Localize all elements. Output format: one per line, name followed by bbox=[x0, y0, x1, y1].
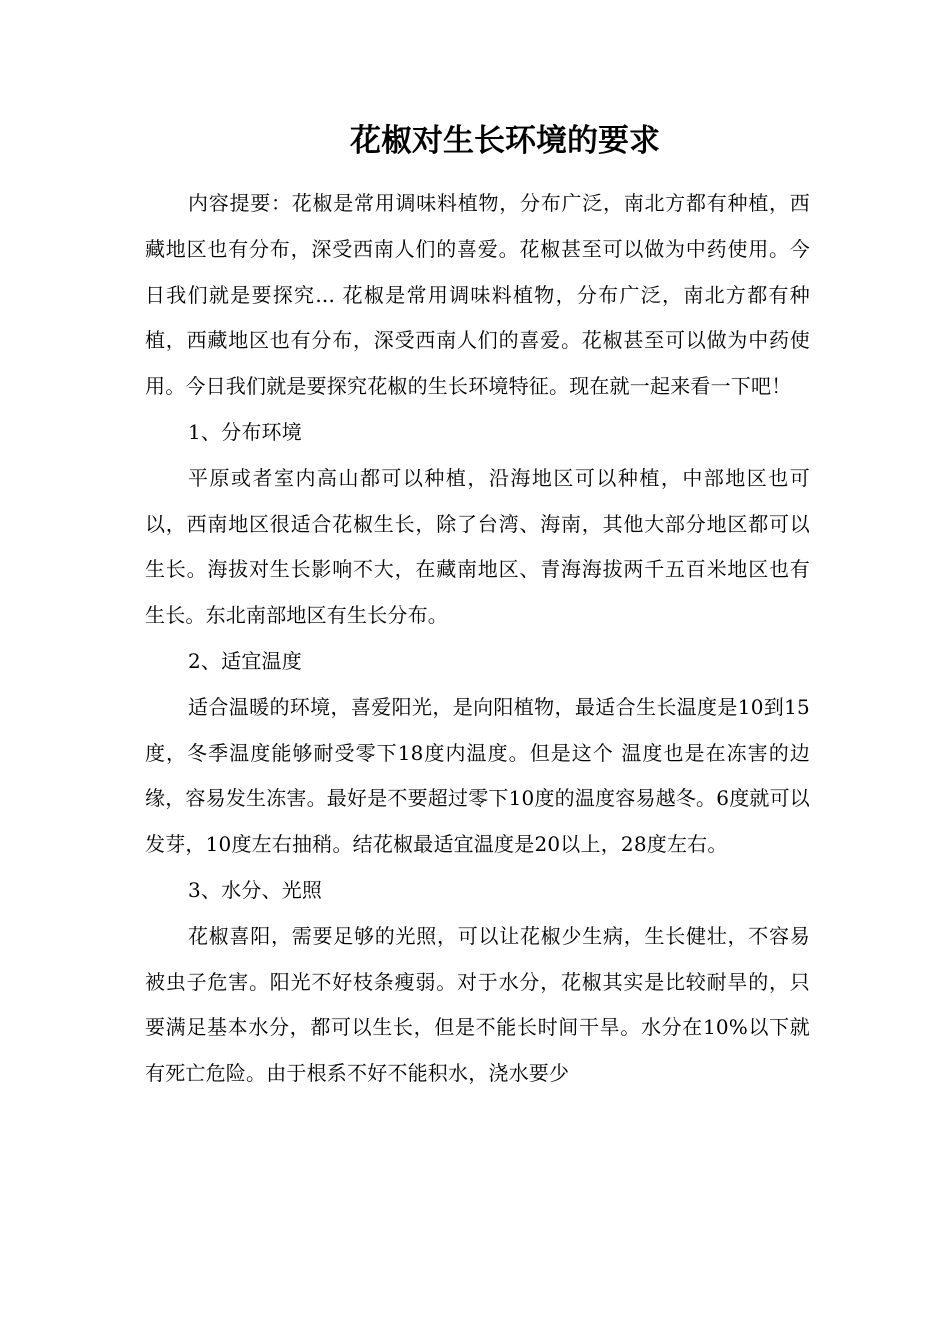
intro-paragraph: 内容提要：花椒是常用调味料植物，分布广泛，南北方都有种植，西藏地区也有分布，深受西南人们的喜爱。花椒甚至可以做为中药使用。今日我们就是要探究... 花椒是常用调味料植物，分布广泛，南北方都有种植，西藏地区也有分布，深受西南人们的喜爱。花椒甚至可以做为中药使用。今日我们就是要探究花椒的生长环境特征。现在就一起来看一下吧！ bbox=[145, 191, 810, 399]
document-title: 花椒对生长环境的要求 bbox=[350, 123, 660, 159]
section-heading-distribution: 1、分布环境 bbox=[188, 419, 302, 444]
document-body bbox=[145, 181, 810, 1097]
section-heading-water-light: 3、水分、光照 bbox=[188, 877, 323, 902]
section-text-distribution: 平原或者室内高山都可以种植，沿海地区可以种植，中部地区也可以，西南地区很适合花椒生长，除了台湾、海南，其他大部分地区都可以生长。海拔对生长影响不大，在藏南地区、青海海拔两千五百米地区也有生长。东北南部地区有生长分布。 bbox=[145, 465, 810, 628]
section-text-water-light: 花椒喜阳，需要足够的光照，可以让花椒少生病，生长健壮，不容易被虫子危害。阳光不好枝条瘦弱。对于水分，花椒其实是比较耐旱的，只要满足基本水分，都可以生长，但是不能长时间干旱。水分在10%以下就有死亡危险。由于根系不好不能积水，浇水要少 bbox=[145, 923, 810, 1086]
section-heading-temperature: 2、适宜温度 bbox=[188, 648, 302, 673]
section-text-temperature: 适合温暖的环境，喜爱阳光，是向阳植物，最适合生长温度是10到15度，冬季温度能够耐受零下18度内温度。但是这个 温度也是在冻害的边缘，容易发生冻害。最好是不要超过零下10度的温度容易越冬。6度就可以发芽，10度左右抽稍。结花椒最适宜温度是20以上，28度左右。 bbox=[145, 694, 810, 857]
